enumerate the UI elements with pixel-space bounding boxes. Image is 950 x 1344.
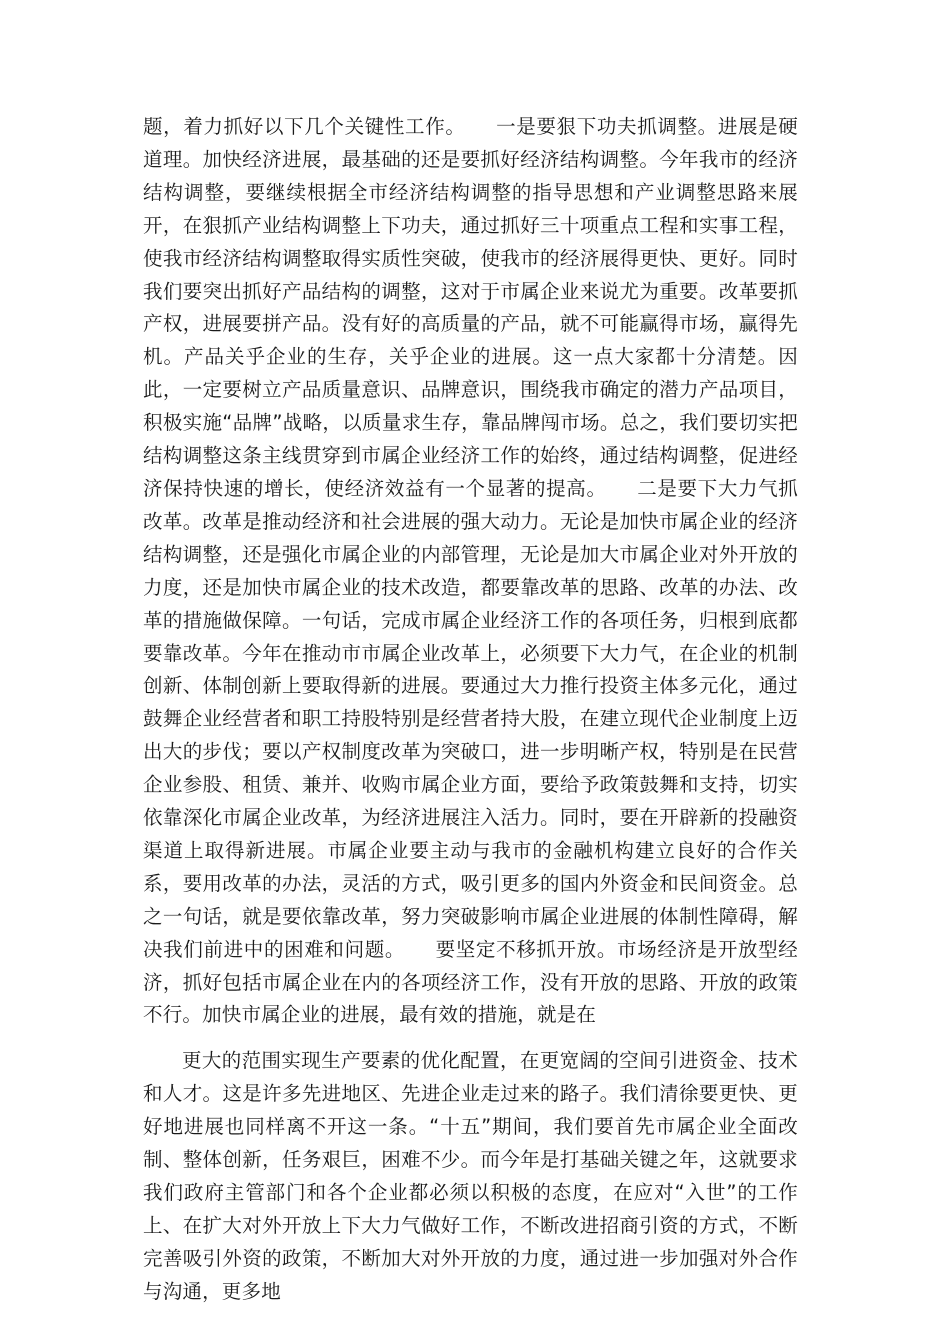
paragraph-2: 更大的范围实现生产要素的优化配置，在更宽阔的空间引进资金、技术和人才。这是许多先进地区、先进企业走过来的路子。我们清徐要更快、更好地进展也同样离不开这一条。“十五”期间，我们要首先市属企业全面改制、整体创新，任务艰巨，困难不少。而今年是打基础关键之年，这就要求我们政府主管部门和各个企业都必须以积极的态度，在应对“入世”的工作上、在扩大对外开放上下大力气做好工作，不断改进招商引资的方式，不断完善吸引外资的政策，不断加大对外开放的力度，通过进一步加强对外合作与沟通，更多地 bbox=[143, 1049, 798, 1303]
document-page bbox=[143, 111, 798, 1309]
paragraph-1: 题，着力抓好以下几个关键性工作。 一是要狠下功夫抓调整。进展是硬道理。加快经济进展，最基础的还是要抓好经济结构调整。今年我市的经济结构调整，要继续根据全市经济结构调整的指导思想和产业调整思路来展开，在狠抓产业结构调整上下功夫，通过抓好三十项重点工程和实事工程，使我市经济结构调整取得实质性突破，使我市的经济展得更快、更好。同时我们要突出抓好产品结构的调整，这对于市属企业来说尤为重要。改革要抓产权，进展要拼产品。没有好的高质量的产品，就不可能赢得市场，赢得先机。产品关乎企业的生存，关乎企业的进展。这一点大家都十分清楚。因此，一定要树立产品质量意识、品牌意识，围绕我市确定的潜力产品项目，积极实施“品牌”战略，以质量求生存，靠品牌闯市场。总之，我们要切实把结构调整这条主线贯穿到市属企业经济工作的始终，通过结构调整，促进经济保持快速的增长，使经济效益有一个显著的提高。 二是要下大力气抓改革。改革是推动经济和社会进展的强大动力。无论是加快市属企业的经济结构调整，还是强化市属企业的内部管理，无论是加大市属企业对外开放的力度，还是加快市属企业的技术改造，都要靠改革的思路、改革的办法、改革的措施做保障。一句话，完成市属企业经济工作的各项任务，归根到底都要靠改革。今年在推动市市属企业改革上，必须要下大力气，在企业的机制创新、体制创新上要取得新的进展。要通过大力推行投资主体多元化，通过鼓舞企业经营者和职工持股特别是经营者持大股，在建立现代企业制度上迈出大的步伐；要以产权制度改革为突破口，进一步明晰产权，特别是在民营企业参股、租赁、兼并、收购市属企业方面，要给予政策鼓舞和支持，切实依靠深化市属企业改革，为经济进展注入活力。同时，要在开辟新的投融资渠道上取得新进展。市属企业要主动与我市的金融机构建立良好的合作关系，要用改革的办法，灵活的方式，吸引更多的国内外资金和民间资金。总之一句话，就是要依靠改革，努力突破影响市属企业进展的体制性障碍，解决我们前进中的困难和问题。 要坚定不移抓开放。市场经济是开放型经济，抓好包括市属企业在内的各项经济工作，没有开放的思路、开放的政策不行。加快市属企业的进展，最有效的措施，就是在 bbox=[143, 115, 798, 1027]
